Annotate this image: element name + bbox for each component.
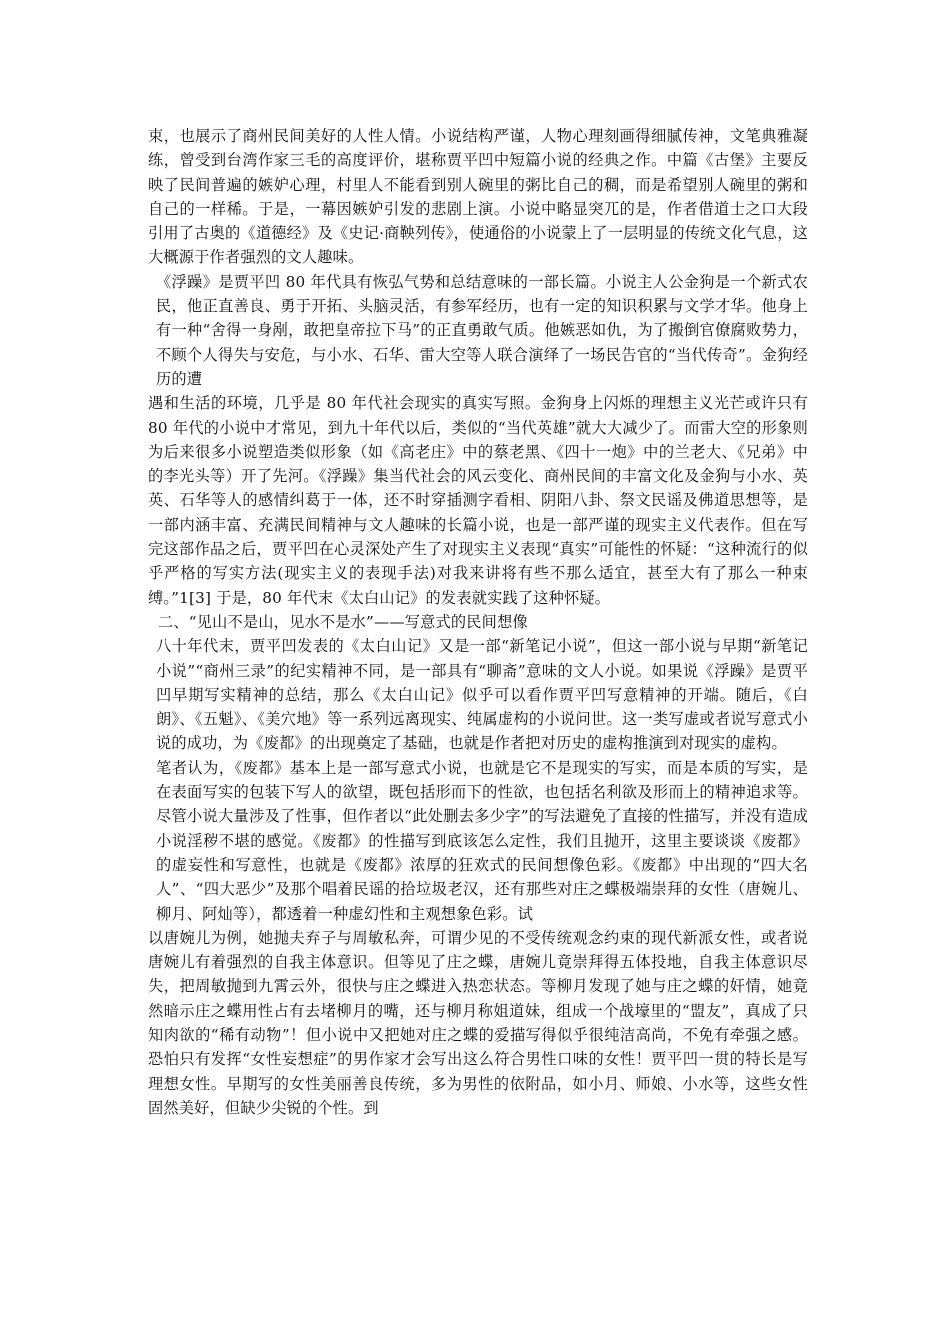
paragraph-1: 束，也展示了商州民间美好的人性人情。小说结构严谨，人物心理刻画得细腻传神，文笔典雅凝练，曾受到台湾作家三毛的高度评价，堪称贾平凹中短篇小说的经典之作。中篇《古堡》主要反映了民间普遍的嫉妒心理，村里人不能看到别人碗里的粥比自己的稠，而是希望别人碗里的粥和自己的一样稀。于是，一幕因嫉妒引发的悲剧上演。小说中略显突兀的是，作者借道士之口大段引用了古奥的《道德经》及《史记·商鞅列传》，使通俗的小说蒙上了一层明显的传统文化气息，这大概源于作者强烈的文人趣味。 <box>148 127 808 267</box>
paragraph-2: 《浮躁》是贾平凹 80 年代具有恢弘气势和总结意味的一部长篇。小说主人公金狗是一个新式农民，他正直善良、勇于开拓、头脑灵活，有参军经历，也有一定的知识积累与文学才华。他身上有一种“舍得一身剐，敢把皇帝拉下马”的正直勇敢气质。他嫉恶如仇，为了搬倒官僚腐败势力，不顾个人得失与安危，与小水、石华、雷大空等人联合演绎了一场民告官的“当代传奇”。金狗经历的遭 <box>156 272 808 388</box>
section-heading: 二、“见山不是山，见水不是水”——写意式的民间想像 <box>158 612 528 631</box>
paragraph-3: 遇和生活的环境，几乎是 80 年代社会现实的真实写照。金狗身上闪烁的理想主义光芒或许只有 80 年代的小说中才常见，到九十年代以后，类似的“当代英雄”就大大减少了。而雷大空的形象则为后来很多小说塑造类似形象（如《高老庄》中的蔡老黑、《四十一炮》中的兰老大、《兄弟》中的李光头等）开了先河。《浮躁》集当代社会的风云变化、商州民间的丰富文化及金狗与小水、英英、石华等人的感情纠葛于一体，还不时穿插测字看相、阴阳八卦、祭文民谣及佛道思想等，是一部内涵丰富、充满民间精神与文人趣味的长篇小说，也是一部严谨的现实主义代表作。但在写完这部作品之后，贾平凹在心灵深处产生了对现实主义表现“真实”可能性的怀疑：“这种流行的似乎严格的写实方法(现实主义的表现手法)对我来讲将有些不那么适宜，甚至大有了那么一种束缚。”1[3] 于是，80 年代末《太白山记》的发表就实践了这种怀疑。 <box>148 394 808 607</box>
paragraph-6: 以唐婉儿为例，她抛夫弃子与周敏私奔，可谓少见的不受传统观念约束的现代新派女性，或者说唐婉儿有着强烈的自我主体意识。但等见了庄之蝶，唐婉儿竟崇拜得五体投地，自我主体意识尽失，把周敏抛到九霄云外，很快与庄之蝶进入热恋状态。等柳月发现了她与庄之蝶的奸情，她竟然暗示庄之蝶用性占有去堵柳月的嘴，还与柳月称姐道妹，组成一个战壕里的“盟友”，真成了只知肉欲的“稀有动物”！但小说中又把她对庄之蝶的爱描写得似乎很纯洁高尚，不免有牵强之感。恐怕只有发挥“女性妄想症”的男作家才会写出这么符合男性口味的女性！贾平凹一贯的特长是写理想女性。早期写的女性美丽善良传统，多为男性的依附品，如小月、师娘、小水等，这些女性固然美好，但缺少尖锐的个性。到 <box>148 928 808 1117</box>
paragraph-5: 笔者认为，《废都》基本上是一部写意式小说，也就是它不是现实的写实，而是本质的写实，是在表面写实的包装下写人的欲望，既包括形而下的性欲，也包括名利欲及形而上的精神追求等。尽管小说大量涉及了性事，但作者以“此处删去多少字”的写法避免了直接的性描写，并没有造成小说淫秽不堪的感觉。《废都》的性描写到底该怎么定性，我们且抛开，这里主要谈谈《废都》的虚妄性和写意性，也就是《废都》浓厚的狂欢式的民间想像色彩。《废都》中出现的“四大名人”、“四大恶少”及那个唱着民谣的拾垃圾老汉，还有那些对庄之蝶极端崇拜的女性（唐婉儿、柳月、阿灿等），都透着一种虚幻性和主观想象色彩。试 <box>156 758 808 923</box>
paragraph-4: 八十年代末，贾平凹发表的《太白山记》又是一部“新笔记小说”，但这一部小说与早期“新笔记小说”“商州三录”的纪实精神不同，是一部具有“聊斋”意味的文人小说。如果说《浮躁》是贾平凹早期写实精神的总结，那么《太白山记》似乎可以看作贾平凹写意精神的开端。随后，《白朗》、《五魁》、《美穴地》等一系列远离现实、纯属虚构的小说问世。这一类写虚或者说写意式小说的成功，为《废都》的出现奠定了基础，也就是作者把对历史的虚构推演到对现实的虚构。 <box>156 637 808 753</box>
document-body <box>148 124 808 1120</box>
